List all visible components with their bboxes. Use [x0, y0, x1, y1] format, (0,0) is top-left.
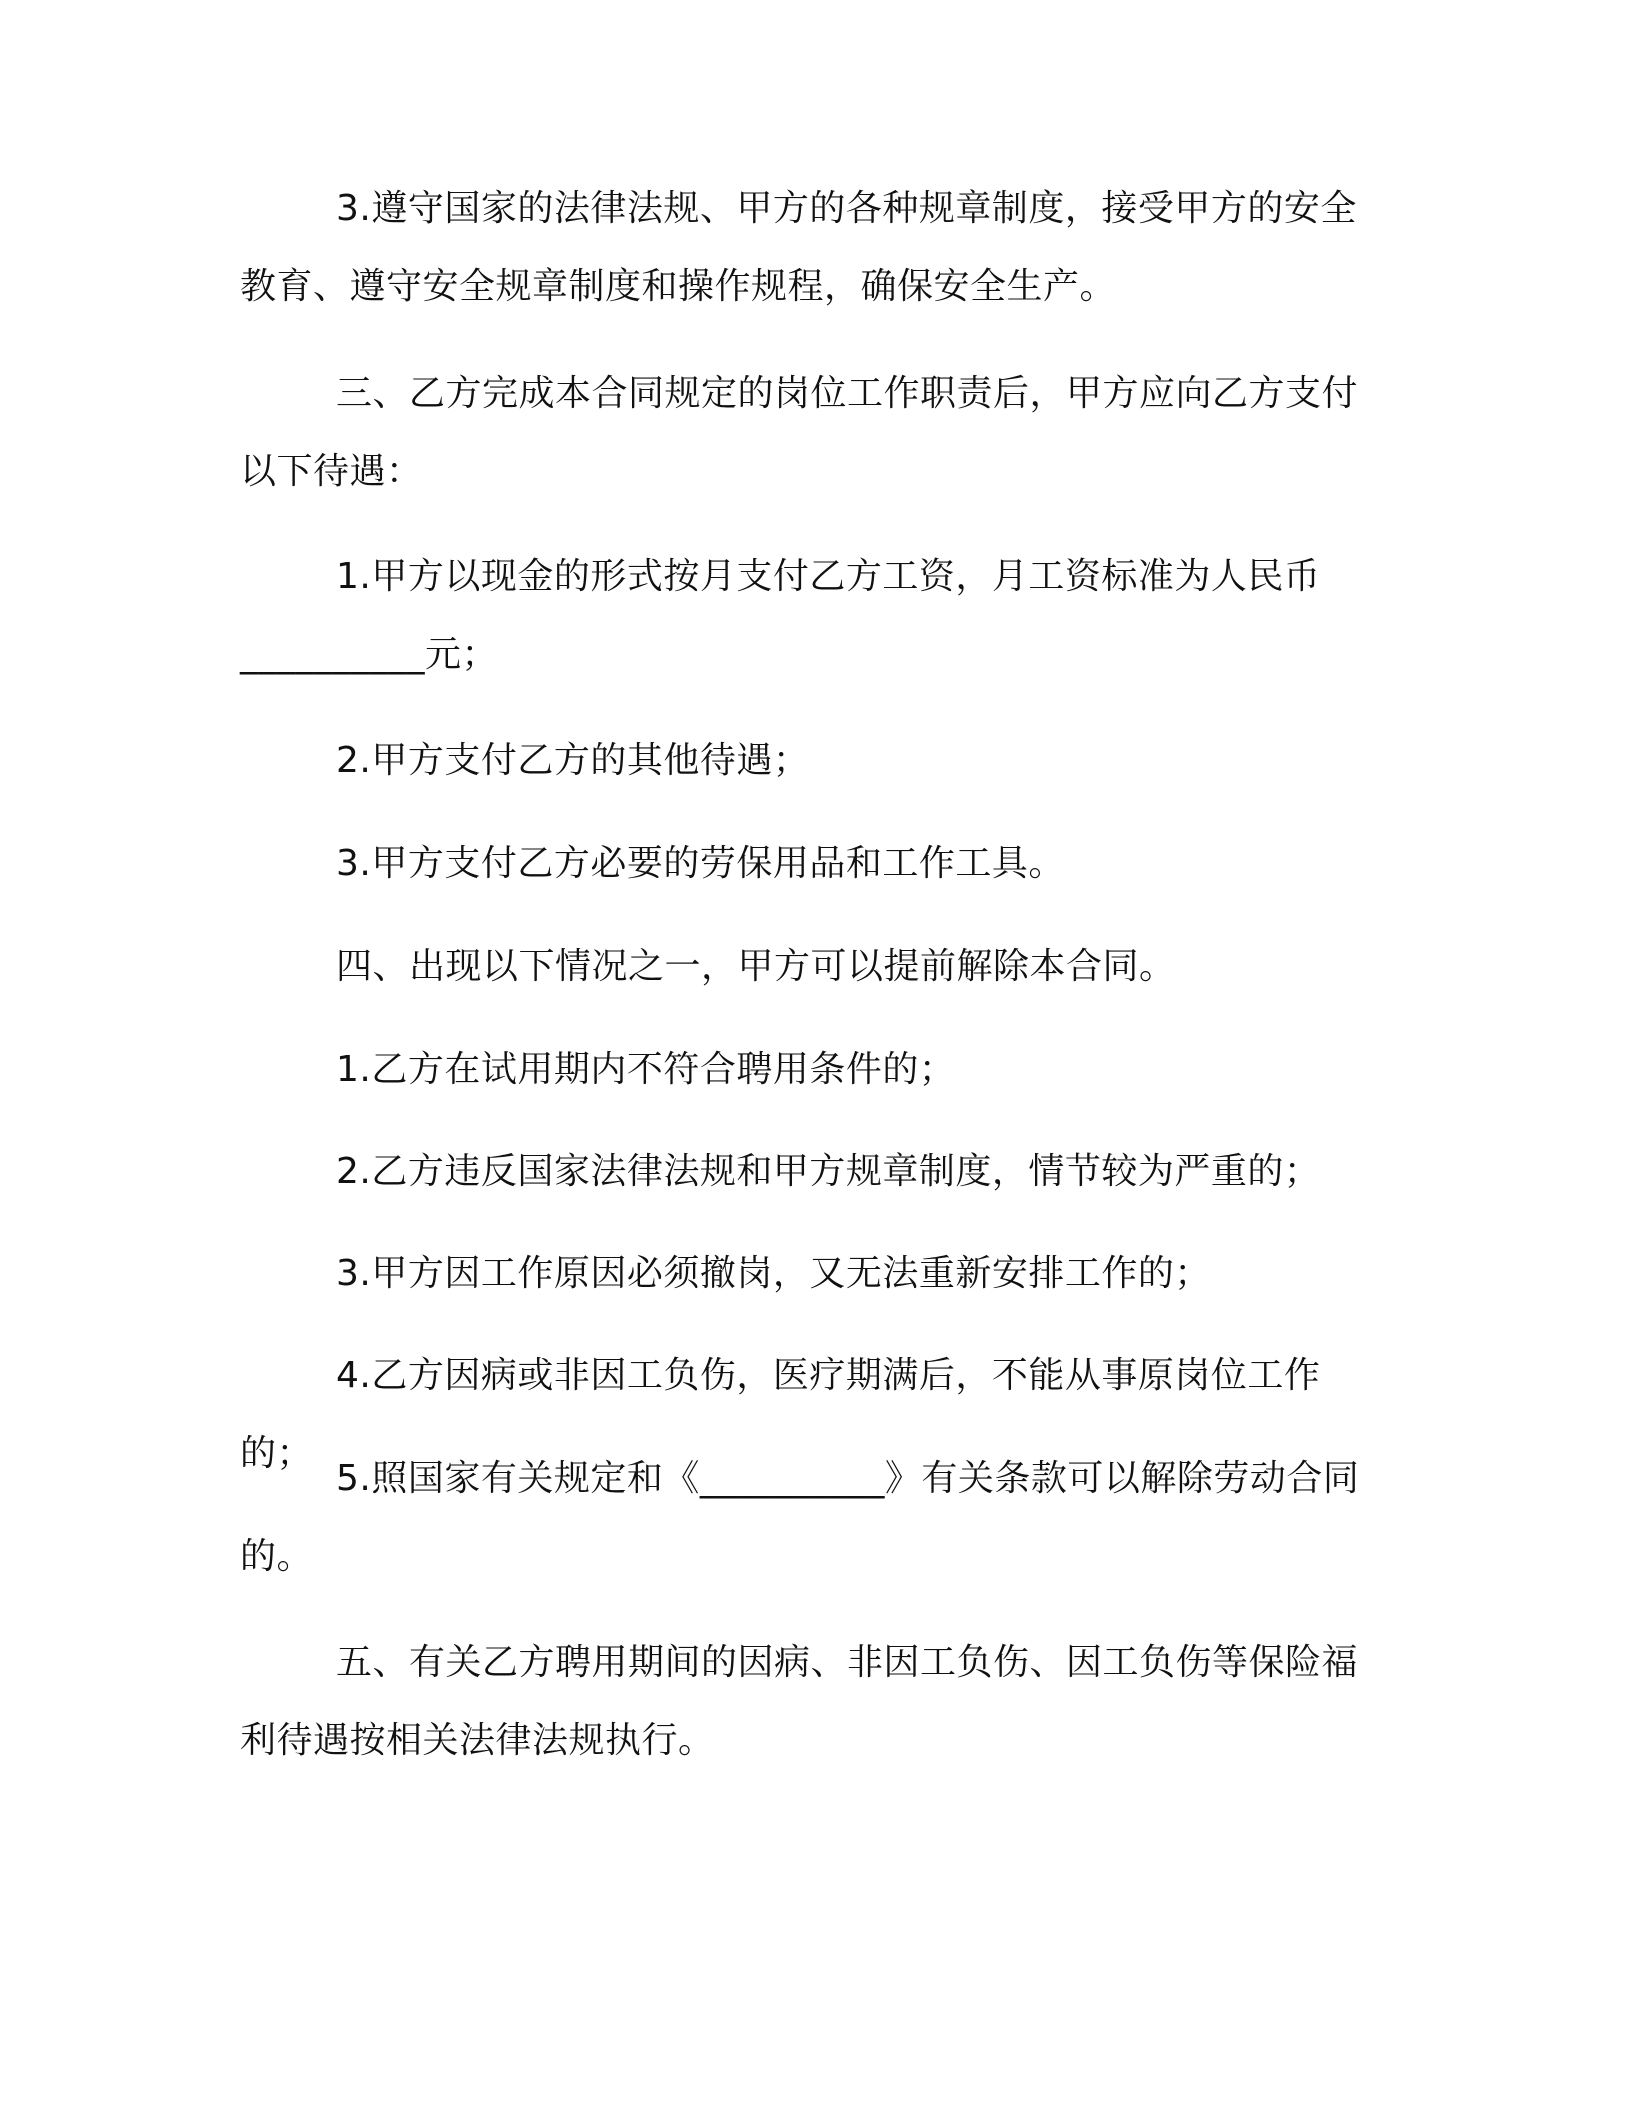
clause-3-item-2: 2.甲方支付乙方的其他待遇； [336, 740, 810, 781]
clause-2-item-3: 3.遵守国家的法律法规、甲方的各种规章制度，接受甲方的安全教育、遵守安全规章制度和操作规程，确保安全生产。 [240, 188, 1357, 307]
clause-4-heading: 四、出现以下情况之一，甲方可以提前解除本合同。 [336, 946, 1176, 987]
clause-5-heading: 五、有关乙方聘用期间的因病、非因工负伤、因工负伤等保险福利待遇按相关法律法规执行。 [240, 1642, 1359, 1761]
clause-3-item-1: 1.甲方以现金的形式按月支付乙方工资，月工资标准为人民币__________元； [240, 556, 1321, 675]
clause-3-item-3: 3.甲方支付乙方必要的劳保用品和工作工具。 [336, 843, 1065, 884]
clause-4-item-4: 4.乙方因病或非因工负伤，医疗期满后，不能从事原岗位工作的； [240, 1355, 1321, 1474]
clause-4-item-1: 1.乙方在试用期内不符合聘用条件的； [336, 1049, 956, 1090]
clause-3-heading: 三、乙方完成本合同规定的岗位工作职责后，甲方应向乙方支付以下待遇： [240, 373, 1359, 492]
clause-4-item-3: 3.甲方因工作原因必须撤岗，又无法重新安排工作的； [336, 1253, 1211, 1294]
clause-4-item-5: 5.照国家有关规定和《__________》有关条款可以解除劳动合同的。 [240, 1458, 1360, 1577]
clause-4-item-2: 2.乙方违反国家法律法规和甲方规章制度，情节较为严重的； [336, 1151, 1321, 1192]
